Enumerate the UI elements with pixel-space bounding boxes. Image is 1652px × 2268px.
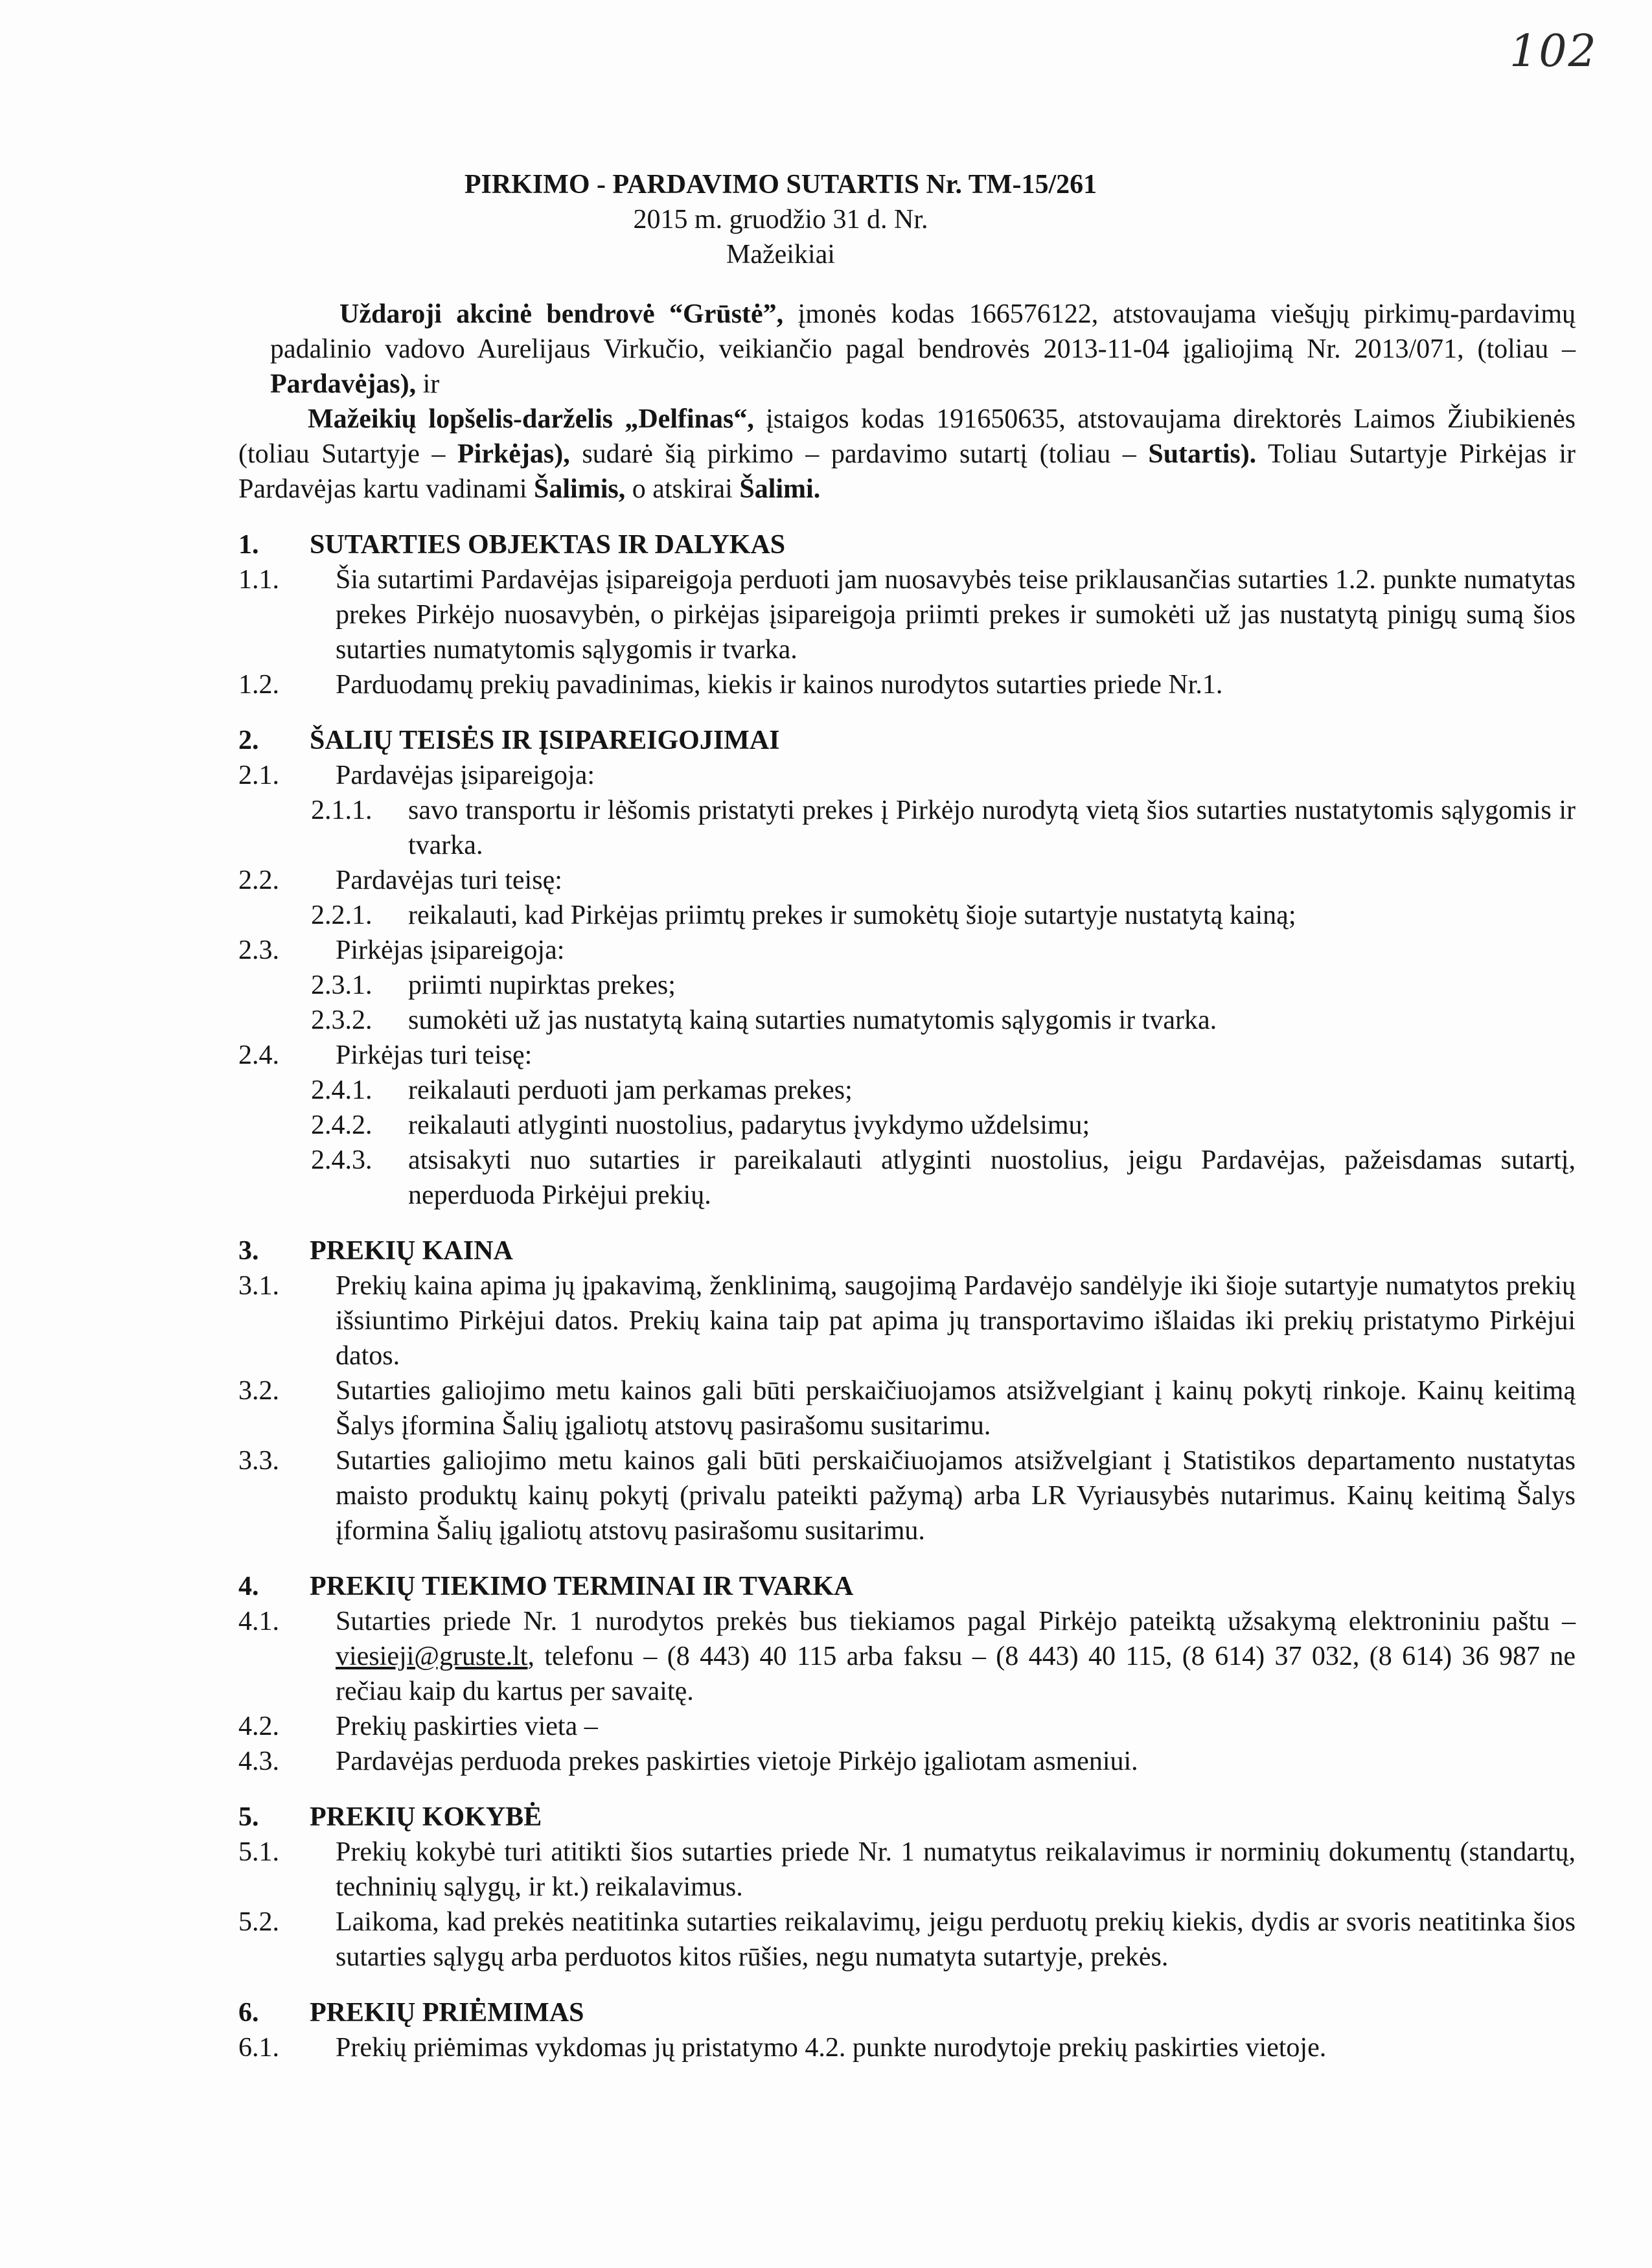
section-number: 2. bbox=[238, 726, 259, 755]
party-intro: o atskirai bbox=[625, 474, 740, 504]
subclause-number: 2.1.1. bbox=[311, 796, 373, 825]
section-heading bbox=[238, 723, 1576, 758]
section-3 bbox=[238, 1233, 1576, 1548]
clause-2-4-2 bbox=[311, 1108, 1576, 1143]
clause-number: 3.3. bbox=[238, 1446, 279, 1476]
clause-number: 5.2. bbox=[238, 1907, 279, 1937]
clause-number: 5.1. bbox=[238, 1837, 279, 1867]
clause-text: Sutarties galiojimo metu kainos gali būti perskaičiuojamos atsižvelgiant į kainų pokytį rinkoje. Kainų keitimą Šalys įformina Šalių įgaliotų atstovų pasirašomu susitarimu. bbox=[336, 1376, 1576, 1441]
subclause-text: reikalauti perduoti jam perkamas prekes; bbox=[408, 1075, 853, 1105]
seller-name: Uždaroji akcinė bendrovė “Grūstė”, bbox=[339, 299, 784, 329]
preamble-buyer bbox=[238, 402, 1576, 507]
subclause-text: sumokėti už jas nustatytą kainą sutarties numatytomis sąlygomis ir tvarka. bbox=[408, 1005, 1217, 1035]
contract-term: Sutartis). bbox=[1148, 439, 1257, 469]
contract-place: Mažeikiai bbox=[726, 240, 835, 269]
clause-5-2 bbox=[238, 1905, 1576, 1975]
clause-text: Prekių paskirties vieta – bbox=[336, 1712, 598, 1741]
clause-2-4 bbox=[238, 1038, 1576, 1073]
clause-number: 3.1. bbox=[238, 1271, 279, 1301]
clause-number: 6.1. bbox=[238, 2033, 279, 2063]
clause-number: 3.2. bbox=[238, 1376, 279, 1406]
section-heading bbox=[238, 1569, 1576, 1604]
section-number: 1. bbox=[238, 530, 259, 560]
clause-2-3-2 bbox=[311, 1003, 1576, 1038]
clause-number: 1.2. bbox=[238, 670, 279, 700]
clause-text: Pardavėjas perduoda prekes paskirties vietoje Pirkėjo įgaliotam asmeniui. bbox=[336, 1747, 1138, 1776]
clause-3-1 bbox=[238, 1268, 1576, 1373]
clause-2-1 bbox=[238, 758, 1576, 793]
clause-2-2-1 bbox=[311, 898, 1576, 933]
buyer-term: Pirkėjas), bbox=[457, 439, 570, 469]
subclause-number: 2.3.1. bbox=[311, 970, 373, 1000]
parties-intro: Toliau Sutartyje Pirkėjas ir Pardavėjas kartu vadinami bbox=[238, 439, 1576, 504]
section-number: 4. bbox=[238, 1572, 259, 1601]
section-4 bbox=[238, 1569, 1576, 1779]
handwritten-page-number: 102 bbox=[1509, 26, 1598, 77]
buyer-details: įstaigos kodas 191650635, atstovaujama direktorės Laimos Žiubikienės (toliau Sutartyje – bbox=[238, 404, 1576, 469]
clause-text: Šia sutartimi Pardavėjas įsipareigoja perduoti jam nuosavybės teise priklausančias sutarties 1.2. punkte numatytas prekes Pirkėjo nuosavybėn, o pirkėjas įsipareigoja priimti prekes ir sumokėti už jas nustatytą pinigų sumą šios sutarties numatytomis sąlygomis ir tvarka. bbox=[336, 565, 1576, 665]
clause-1-2 bbox=[238, 667, 1576, 702]
section-2 bbox=[238, 723, 1576, 1213]
clause-text: Prekių kaina apima jų įpakavimą, ženklinimą, saugojimą Pardavėjo sandėlyje iki šioje sutartyje numatytos prekių išsiuntimo Pirkėjui datos. Prekių kaina taip pat apima jų transportavimo išlaidas iki prekių pristatymo Pirkėjui datos. bbox=[336, 1271, 1576, 1371]
section-number: 3. bbox=[238, 1236, 259, 1266]
clause-number: 4.3. bbox=[238, 1747, 279, 1776]
subclause-number: 2.3.2. bbox=[311, 1005, 373, 1035]
clause-text: Prekių kokybė turi atitikti šios sutarties priede Nr. 1 numatytus reikalavimus ir norminių dokumentų (standartų, techninių sąlygų, ir kt.) reikalavimus. bbox=[336, 1837, 1576, 1902]
section-1 bbox=[238, 527, 1576, 702]
clause-number: 2.3. bbox=[238, 935, 279, 965]
section-heading bbox=[238, 1233, 1576, 1268]
preamble-seller bbox=[270, 297, 1576, 402]
section-title: PREKIŲ TIEKIMO TERMINAI IR TVARKA bbox=[310, 1572, 854, 1601]
email-address: viesieji@gruste.lt bbox=[336, 1642, 528, 1671]
clause-number: 4.2. bbox=[238, 1712, 279, 1741]
contract-intro: sudarė šią pirkimo – pardavimo sutartį (toliau – bbox=[569, 439, 1149, 469]
clause-text-before: Sutarties priede Nr. 1 nurodytos prekės bus tiekiamos pagal Pirkėjo pateiktą užsakymą elektroniniu paštu – bbox=[336, 1607, 1576, 1636]
section-title: SUTARTIES OBJEKTAS IR DALYKAS bbox=[310, 530, 786, 560]
clause-text: Laikoma, kad prekės neatitinka sutarties reikalavimų, jeigu perduotų prekių kiekis, dydis ar svoris neatitinka šios sutarties sąlygų arba perduotos kitos rūšies, negu numatyta sutartyje, prekės. bbox=[336, 1907, 1576, 1972]
subclause-text: reikalauti, kad Pirkėjas priimtų prekes ir sumokėtų šioje sutartyje nustatytą kainą; bbox=[408, 900, 1296, 930]
clause-6-1 bbox=[238, 2030, 1576, 2065]
clause-2-3-1 bbox=[311, 968, 1576, 1003]
section-title: ŠALIŲ TEISĖS IR ĮSIPAREIGOJIMAI bbox=[310, 726, 780, 755]
clause-text: Prekių priėmimas vykdomas jų pristatymo 4.2. punkte nurodytoje prekių paskirties vietoje. bbox=[336, 2033, 1327, 2063]
section-6 bbox=[238, 1995, 1576, 2065]
section-5 bbox=[238, 1800, 1576, 1975]
clause-2-4-1 bbox=[311, 1073, 1576, 1108]
clause-text: Pardavėjas turi teisę: bbox=[336, 865, 562, 895]
seller-details: įmonės kodas 166576122, atstovaujama viešųjų pirkimų-pardavimų padalinio vadovo Aurelijaus Virkučio, veikiančio pagal bendrovės 2013-11-04 įgaliojimą Nr. 2013/071, (toliau – bbox=[270, 299, 1576, 364]
section-title: PREKIŲ PRIĖMIMAS bbox=[310, 1998, 584, 2028]
section-title: PREKIŲ KOKYBĖ bbox=[310, 1802, 542, 1832]
parties-term: Šalimis, bbox=[534, 474, 626, 504]
clause-2-3 bbox=[238, 933, 1576, 968]
clause-1-1 bbox=[238, 562, 1576, 667]
clause-number: 1.1. bbox=[238, 565, 279, 595]
subclause-text: atsisakyti nuo sutarties ir pareikalauti atlyginti nuostolius, jeigu Pardavėjas, pažeisdamas sutartį, neperduoda Pirkėjui prekių. bbox=[408, 1145, 1576, 1210]
seller-term: Pardavėjas), bbox=[270, 369, 417, 399]
clause-text: Pardavėjas įsipareigoja: bbox=[336, 761, 595, 790]
contract-title: PIRKIMO - PARDAVIMO SUTARTIS Nr. TM-15/261 bbox=[464, 170, 1097, 200]
subclause-text: priimti nupirktas prekes; bbox=[408, 970, 676, 1000]
clause-2-2 bbox=[238, 863, 1576, 898]
subclause-number: 2.4.1. bbox=[311, 1075, 373, 1105]
clause-3-3 bbox=[238, 1443, 1576, 1548]
clause-5-1 bbox=[238, 1835, 1576, 1905]
clause-4-3 bbox=[238, 1744, 1576, 1779]
clause-2-4-3 bbox=[311, 1143, 1576, 1213]
clause-4-1 bbox=[238, 1604, 1576, 1709]
clause-text: Pirkėjas įsipareigoja: bbox=[336, 935, 565, 965]
section-number: 6. bbox=[238, 1998, 259, 2028]
clause-number: 2.1. bbox=[238, 761, 279, 790]
clause-text: Pirkėjas turi teisę: bbox=[336, 1040, 533, 1070]
clause-text: Sutarties galiojimo metu kainos gali būti perskaičiuojamos atsižvelgiant į Statistikos departamento nustatytas maisto produktų kainų pokytį (privalu pateikti pažymą) arba LR Vyriausybės nutarimus. Kainų keitimą Šalys įformina Šalių įgaliotų atstovų pasirašomu susitarimu. bbox=[336, 1446, 1576, 1546]
section-number: 5. bbox=[238, 1802, 259, 1832]
document-body bbox=[238, 167, 1576, 2065]
clause-text: Parduodamų prekių pavadinimas, kiekis ir kainos nurodytos sutarties priede Nr.1. bbox=[336, 670, 1223, 700]
clause-4-2 bbox=[238, 1709, 1576, 1744]
subclause-text: savo transportu ir lėšomis pristatyti prekes į Pirkėjo nurodytą vietą šios sutarties nustatytomis sąlygomis ir tvarka. bbox=[408, 796, 1576, 860]
buyer-name: Mažeikių lopšelis-darželis „Delfinas“, bbox=[308, 404, 754, 434]
subclause-text: reikalauti atlyginti nuostolius, padarytus įvykdymo uždelsimu; bbox=[408, 1110, 1090, 1140]
section-heading bbox=[238, 1995, 1576, 2030]
contract-date: 2015 m. gruodžio 31 d. Nr. bbox=[633, 205, 928, 235]
subclause-number: 2.2.1. bbox=[311, 900, 373, 930]
clause-number: 2.4. bbox=[238, 1040, 279, 1070]
section-heading bbox=[238, 527, 1576, 562]
clause-text bbox=[336, 1604, 1576, 1709]
section-title: PREKIŲ KAINA bbox=[310, 1236, 513, 1266]
seller-tail: ir bbox=[416, 369, 440, 399]
clause-number: 2.2. bbox=[238, 865, 279, 895]
clause-3-2 bbox=[238, 1373, 1576, 1443]
subclause-number: 2.4.2. bbox=[311, 1110, 373, 1140]
section-heading bbox=[238, 1800, 1576, 1835]
clause-2-1-1 bbox=[311, 793, 1576, 863]
party-term: Šalimi. bbox=[739, 474, 821, 504]
subclause-number: 2.4.3. bbox=[311, 1145, 373, 1175]
clause-number: 4.1. bbox=[238, 1607, 279, 1636]
document-header bbox=[238, 167, 1323, 272]
clause-text-after: , telefonu – (8 443) 40 115 arba faksu – (8 443) 40 115, (8 614) 37 032, (8 614) 36 987 ne rečiau kaip du kartus per savaitę. bbox=[336, 1642, 1576, 1706]
